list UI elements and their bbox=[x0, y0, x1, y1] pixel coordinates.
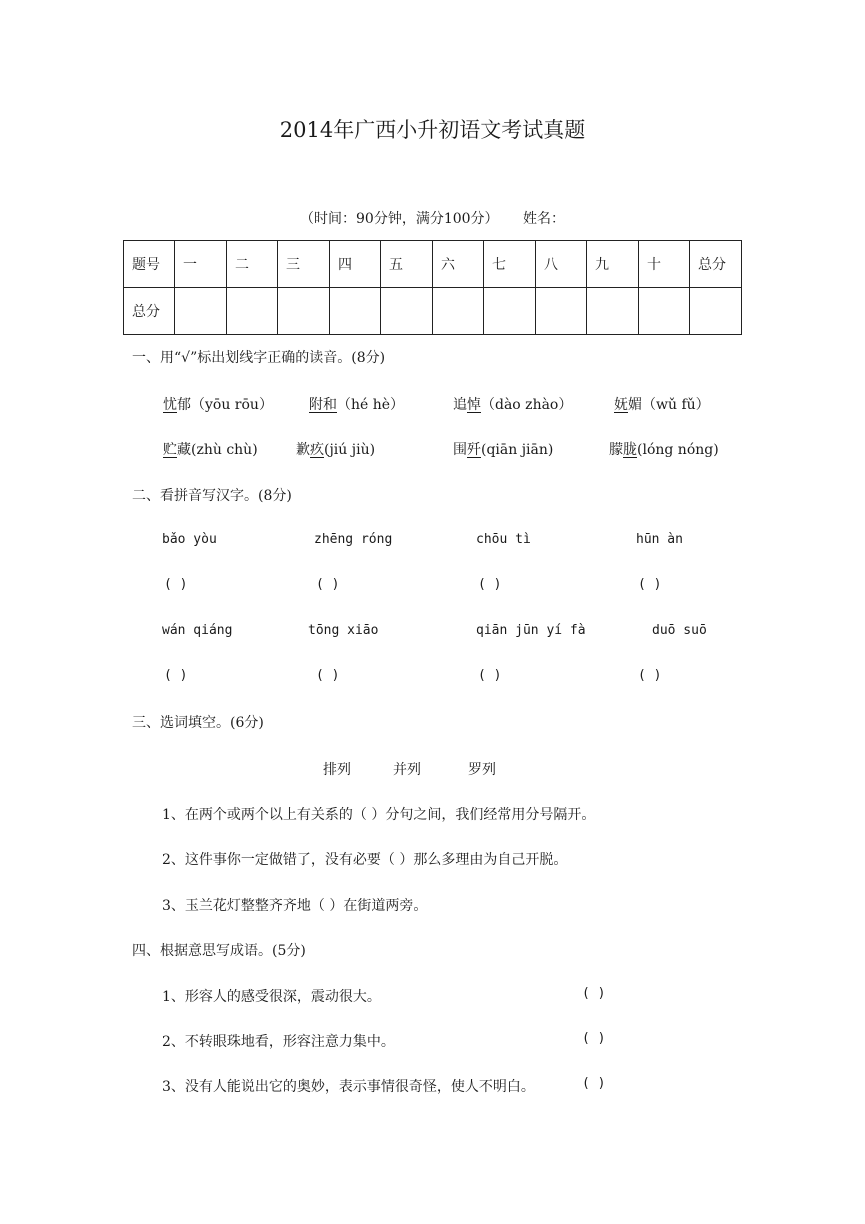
reading-options: (lóng nóng) bbox=[637, 442, 719, 458]
score-header-cell: 三 bbox=[278, 241, 330, 288]
fill-question: 1、在两个或两个以上有关系的（ ）分句之间，我们经常用分号隔开。 bbox=[162, 807, 596, 823]
answer-blank[interactable]: ( ) bbox=[582, 1031, 606, 1046]
score-table-header-row bbox=[124, 241, 742, 288]
section-2-heading: 二、看拼音写汉字。(8分) bbox=[132, 488, 292, 504]
plain-char: 朦 bbox=[609, 442, 623, 458]
idiom-question: 1、形容人的感受很深，震动很大。 bbox=[162, 989, 381, 1005]
score-cell[interactable] bbox=[278, 288, 330, 335]
plain-char: 追 bbox=[453, 397, 467, 413]
score-table-score-row bbox=[124, 288, 742, 335]
fill-question: 3、玉兰花灯整整齐齐地（ ）在街道两旁。 bbox=[162, 898, 428, 914]
pinyin-prompt: qiān jūn yí fà bbox=[476, 623, 586, 638]
pinyin-prompt: wán qiáng bbox=[162, 623, 233, 638]
section-4-heading: 四、根据意思写成语。(5分) bbox=[132, 943, 306, 959]
pinyin-prompt: zhēng róng bbox=[314, 532, 393, 547]
score-cell[interactable] bbox=[330, 288, 381, 335]
answer-blank[interactable]: ( ) bbox=[478, 577, 502, 592]
score-cell[interactable] bbox=[433, 288, 484, 335]
score-table bbox=[123, 240, 742, 335]
score-cell[interactable] bbox=[175, 288, 227, 335]
pinyin-prompt: tōng xiāo bbox=[308, 623, 379, 638]
reading-item bbox=[296, 439, 375, 459]
answer-blank[interactable]: ( ) bbox=[316, 668, 340, 683]
page-title: 2014年广西小升初语文考试真题 bbox=[279, 118, 586, 142]
score-cell[interactable] bbox=[690, 288, 742, 335]
exam-time-score: （时间：90分钟，满分100分） bbox=[300, 211, 499, 227]
word-option: 并列 bbox=[393, 762, 421, 778]
answer-blank[interactable]: ( ) bbox=[638, 668, 662, 683]
plain-char: 歉 bbox=[296, 442, 310, 458]
name-label: 姓名： bbox=[523, 211, 565, 227]
reading-options: 媚（wǔ fǔ） bbox=[628, 397, 710, 413]
pinyin-prompt: bǎo yòu bbox=[162, 532, 217, 547]
reading-options: (jiú jiù) bbox=[324, 442, 376, 458]
score-row-label: 总分 bbox=[124, 288, 175, 335]
plain-char: 围 bbox=[453, 442, 467, 458]
score-cell[interactable] bbox=[381, 288, 433, 335]
reading-options: 郁（yōu rōu） bbox=[177, 397, 273, 413]
score-header-cell: 总分 bbox=[690, 241, 742, 288]
score-cell[interactable] bbox=[484, 288, 536, 335]
reading-item bbox=[614, 394, 710, 414]
underlined-char: 歼 bbox=[467, 442, 481, 458]
score-cell[interactable] bbox=[536, 288, 587, 335]
answer-blank[interactable]: ( ) bbox=[582, 1076, 606, 1091]
score-header-cell: 五 bbox=[381, 241, 433, 288]
score-header-cell: 九 bbox=[587, 241, 639, 288]
underlined-char: 附和 bbox=[309, 397, 337, 413]
answer-blank[interactable]: ( ) bbox=[316, 577, 340, 592]
exam-info bbox=[0, 208, 865, 228]
underlined-char: 妩 bbox=[614, 397, 628, 413]
score-header-cell: 二 bbox=[227, 241, 278, 288]
answer-blank[interactable]: ( ) bbox=[164, 668, 188, 683]
reading-item bbox=[163, 439, 258, 459]
answer-blank[interactable]: ( ) bbox=[164, 577, 188, 592]
score-header-cell: 一 bbox=[175, 241, 227, 288]
pinyin-prompt: hūn àn bbox=[636, 532, 683, 547]
underlined-char: 忧 bbox=[163, 397, 177, 413]
reading-item bbox=[609, 439, 719, 459]
fill-question: 2、这件事你一定做错了，没有必要（ ）那么多理由为自己开脱。 bbox=[162, 852, 568, 868]
score-header-cell: 七 bbox=[484, 241, 536, 288]
score-cell[interactable] bbox=[587, 288, 639, 335]
reading-item bbox=[453, 439, 553, 459]
score-cell[interactable] bbox=[227, 288, 278, 335]
answer-blank[interactable]: ( ) bbox=[478, 668, 502, 683]
reading-options: 藏(zhù chù) bbox=[177, 442, 258, 458]
idiom-question: 3、没有人能说出它的奥妙，表示事情很奇怪，使人不明白。 bbox=[162, 1079, 535, 1095]
score-cell[interactable] bbox=[639, 288, 690, 335]
reading-item bbox=[309, 394, 404, 414]
reading-item bbox=[453, 394, 572, 414]
section-3-heading: 三、选词填空。(6分) bbox=[132, 715, 264, 731]
section-1-heading: 一、用“√”标出划线字正确的读音。(8分) bbox=[132, 350, 386, 366]
underlined-char: 悼 bbox=[467, 397, 481, 413]
answer-blank[interactable]: ( ) bbox=[582, 986, 606, 1001]
idiom-question: 2、不转眼珠地看，形容注意力集中。 bbox=[162, 1034, 395, 1050]
reading-options: (qiān jiān) bbox=[481, 442, 554, 458]
underlined-char: 贮 bbox=[163, 442, 177, 458]
underlined-char: 疚 bbox=[310, 442, 324, 458]
pinyin-prompt: chōu tì bbox=[476, 532, 531, 547]
score-header-cell: 题号 bbox=[124, 241, 175, 288]
reading-item bbox=[163, 394, 273, 414]
reading-options: （dào zhào） bbox=[481, 397, 573, 413]
reading-options: （hé hè） bbox=[337, 397, 405, 413]
word-option: 排列 bbox=[323, 762, 351, 778]
word-option: 罗列 bbox=[468, 762, 496, 778]
score-header-cell: 十 bbox=[639, 241, 690, 288]
score-header-cell: 六 bbox=[433, 241, 484, 288]
underlined-char: 胧 bbox=[623, 442, 637, 458]
pinyin-prompt: duō suō bbox=[652, 623, 707, 638]
answer-blank[interactable]: ( ) bbox=[638, 577, 662, 592]
score-header-cell: 八 bbox=[536, 241, 587, 288]
score-header-cell: 四 bbox=[330, 241, 381, 288]
